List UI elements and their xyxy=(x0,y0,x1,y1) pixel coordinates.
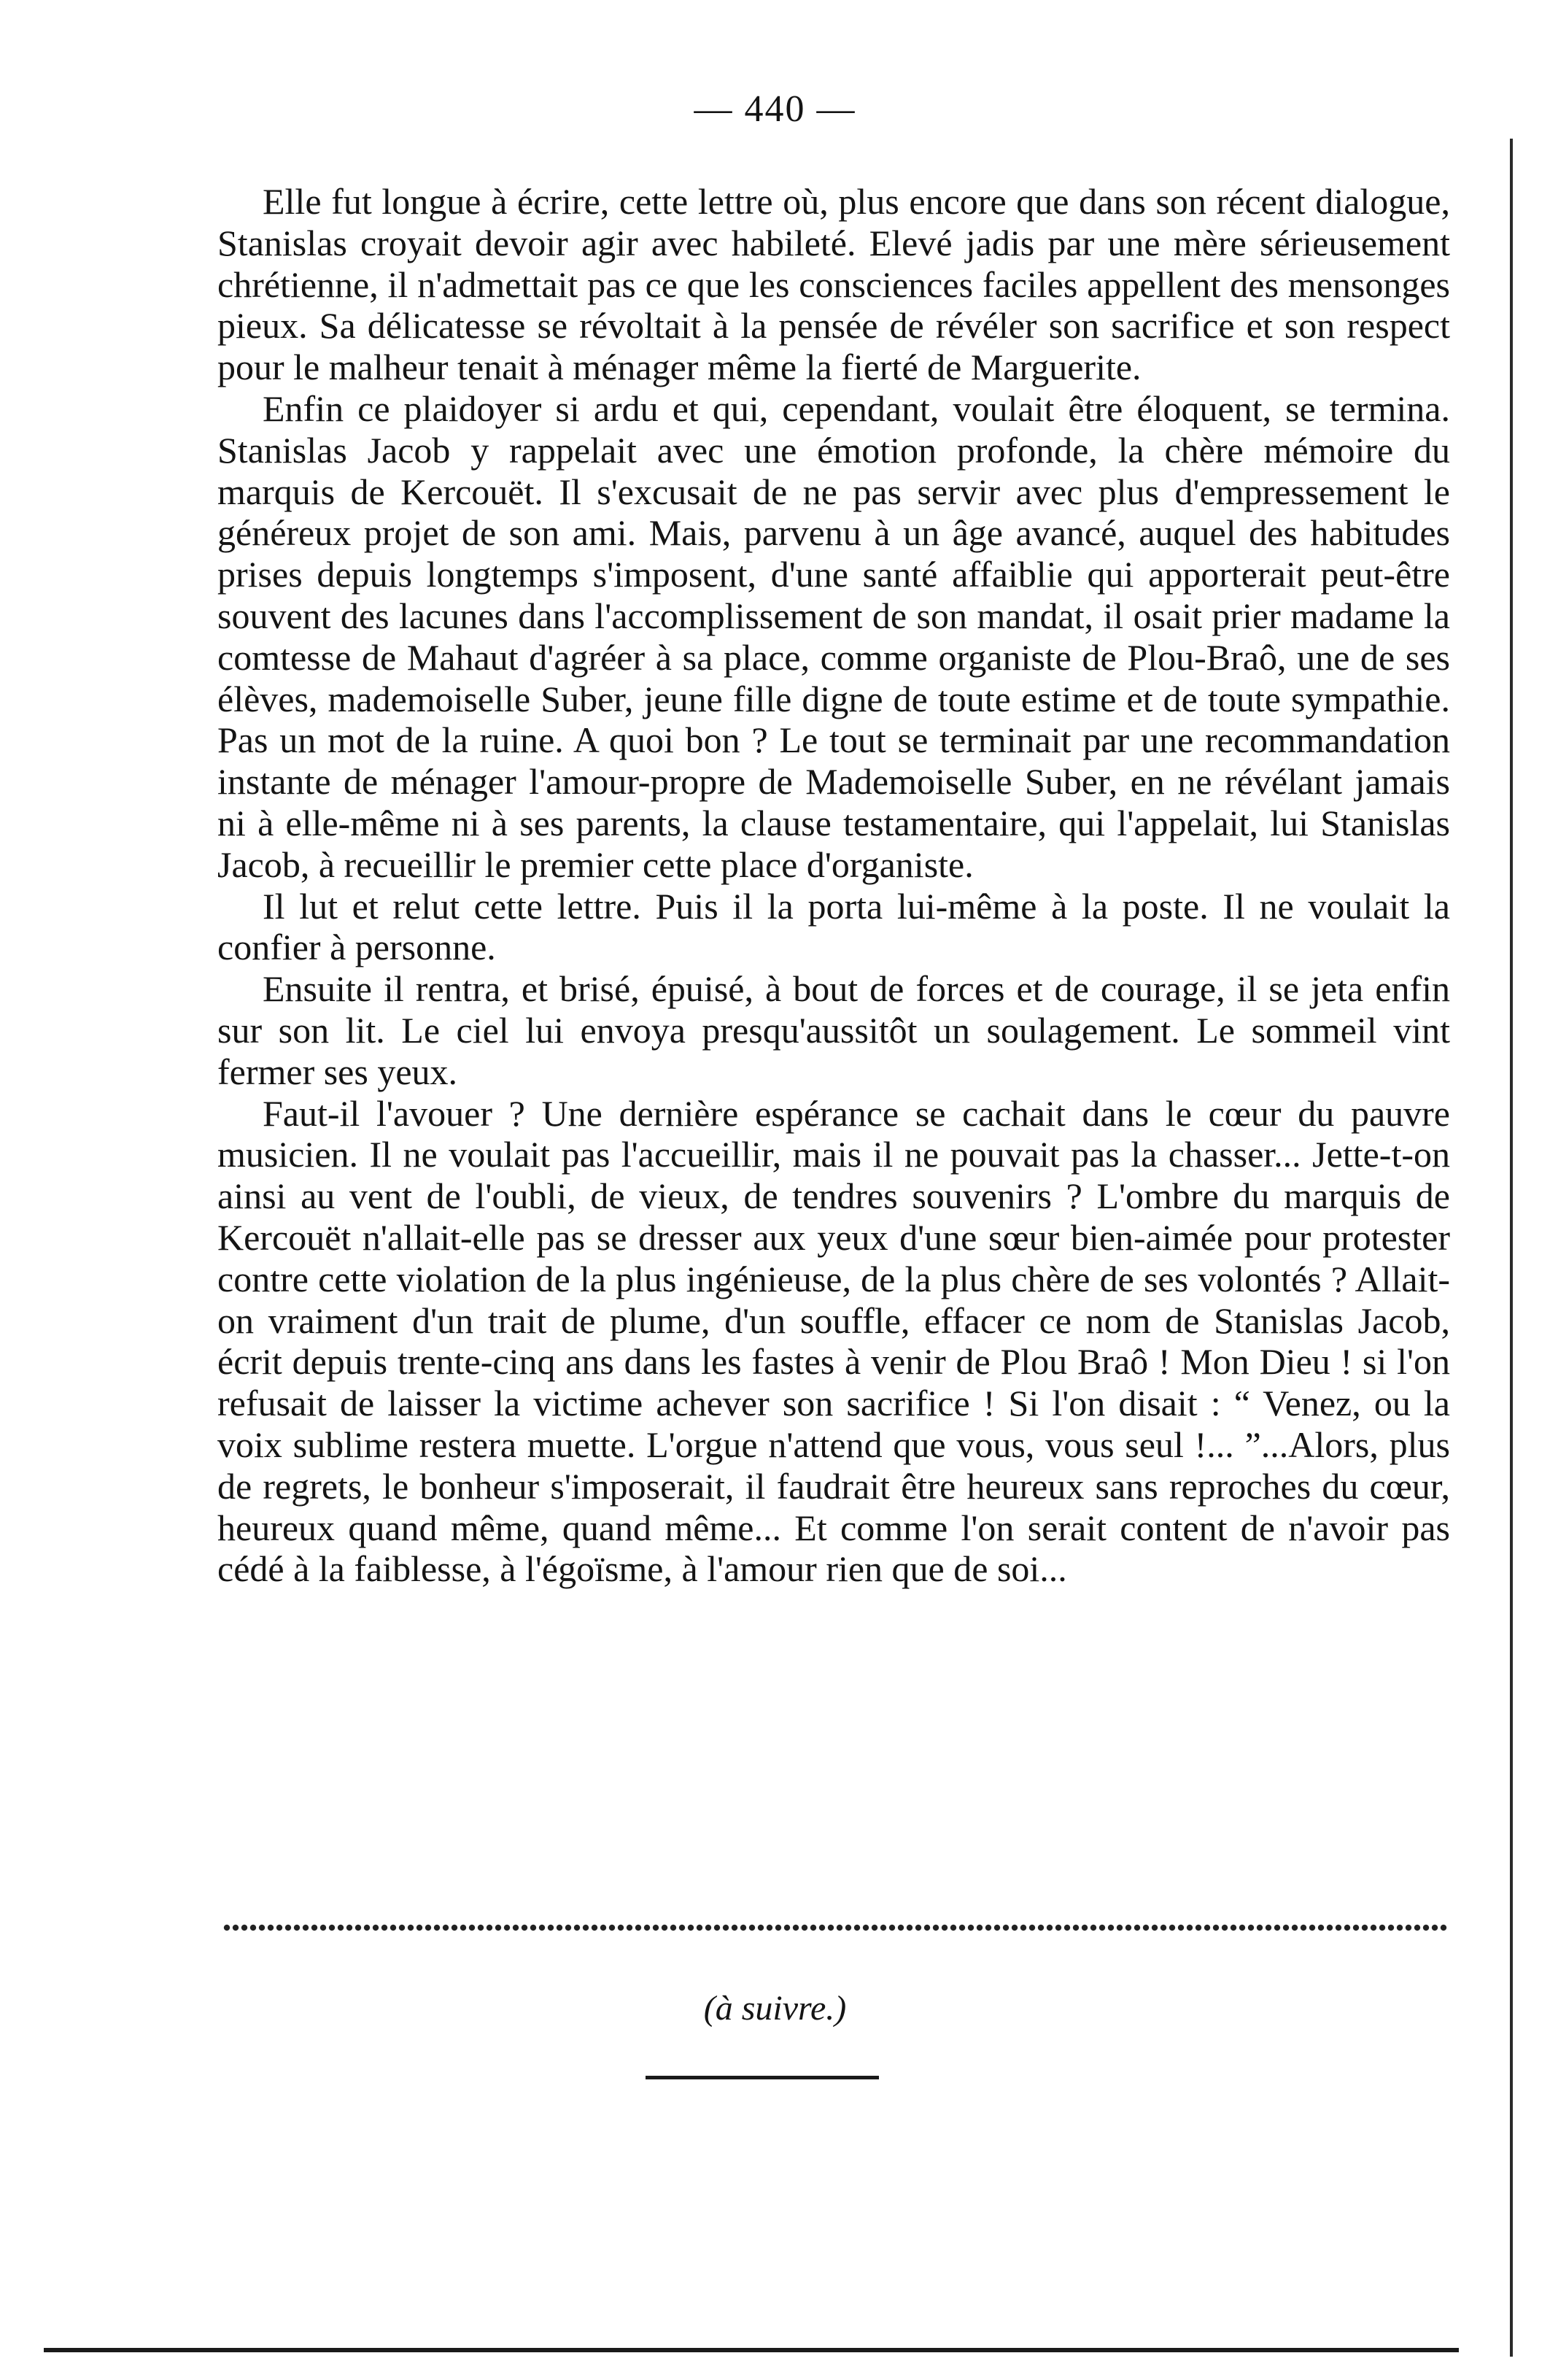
dotted-separator xyxy=(222,1923,1448,1933)
paragraph: Enfin ce plaidoyer si ardu et qui, cependant, voulait être éloquent, se termina. Stanislas Jacob y rappelait avec une émotion profonde, la chère mémoire du marquis de Kercouët. Il s'excusait de ne pas servir avec plus d'empressement le généreux projet de son ami. Mais, parvenu à un âge avancé, auquel des habitudes prises depuis longtemps s'imposent, d'une santé affaiblie qui apporterait peut-être souvent des lacunes dans l'accomplissement de son mandat, il osait prier madame la comtesse de Mahaut d'agréer à sa place, comme organiste de Plou-Braô, une de ses élèves, mademoiselle Suber, jeune fille digne de toute estime et de toute sympathie. Pas un mot de la ruine. A quoi bon ? Le tout se terminait par une recommandation instante de ménager l'amour-propre de Mademoiselle Suber, en ne révélant jamais ni à elle-même ni à ses parents, la clause testamentaire, qui l'appelait, lui Stanislas Jacob, à recueillir le premier cette place d'organiste. xyxy=(217,387,1450,885)
margin-rule xyxy=(1510,139,1513,2357)
body-text xyxy=(217,181,1450,1590)
paragraph: Elle fut longue à écrire, cette lettre où, plus encore que dans son récent dialogue, Stanislas croyait devoir agir avec habileté. Elevé jadis par une mère sérieusement chrétienne, il n'admettait pas ce que les consciences faciles appellent des mensonges pieux. Sa délicatesse se révoltait à la pensée de révéler son sacrifice et son respect pour le malheur tenait à ménager même la fierté de Marguerite. xyxy=(217,181,1450,388)
paragraph: Ensuite il rentra, et brisé, épuisé, à bout de forces et de courage, il se jeta enfin sur son lit. Le ciel lui envoya presqu'aussitôt un soulagement. Le sommeil vint fermer ses yeux. xyxy=(217,968,1450,1092)
continuation-note xyxy=(0,1988,1550,2028)
page-number: — 440 — xyxy=(694,88,856,130)
footer-rule xyxy=(44,2348,1459,2352)
paragraph: Faut-il l'avouer ? Une dernière espérance se cachait dans le cœur du pauvre musicien. Il ne voulait pas l'accueillir, mais il ne pouvait pas la chasser... Jette-t-on ainsi au vent de l'oubli, de vieux, de tendres souvenirs ? L'ombre du marquis de Kercouët n'allait-elle pas se dresser aux yeux d'une sœur bien-aimée pour protester contre cette violation de la plus ingénieuse, de la plus chère de ses volontés ? Allait-on vraiment d'un trait de plume, d'un souffle, effacer ce nom de Stanislas Jacob, écrit depuis trente-cinq ans dans les fastes à venir de Plou Braô ! Mon Dieu ! si l'on refusait de laisser la victime achever son sacrifice ! Si l'on disait : “ Venez, ou la voix sublime restera muette. L'orgue n'attend que vous, vous seul !... ”...Alors, plus de regrets, le bonheur s'imposerait, il faudrait être heureux sans reproches du cœur, heureux quand même, quand même... Et comme l'on serait content de n'avoir pas cédé à la faiblesse, à l'égoïsme, à l'amour rien que de soi... xyxy=(217,1092,1450,1590)
continuation-text: (à suivre.) xyxy=(703,1989,847,2028)
paragraph: Il lut et relut cette lettre. Puis il la porta lui-même à la poste. Il ne voulait la confier à personne. xyxy=(217,885,1450,968)
short-rule xyxy=(646,2076,879,2079)
